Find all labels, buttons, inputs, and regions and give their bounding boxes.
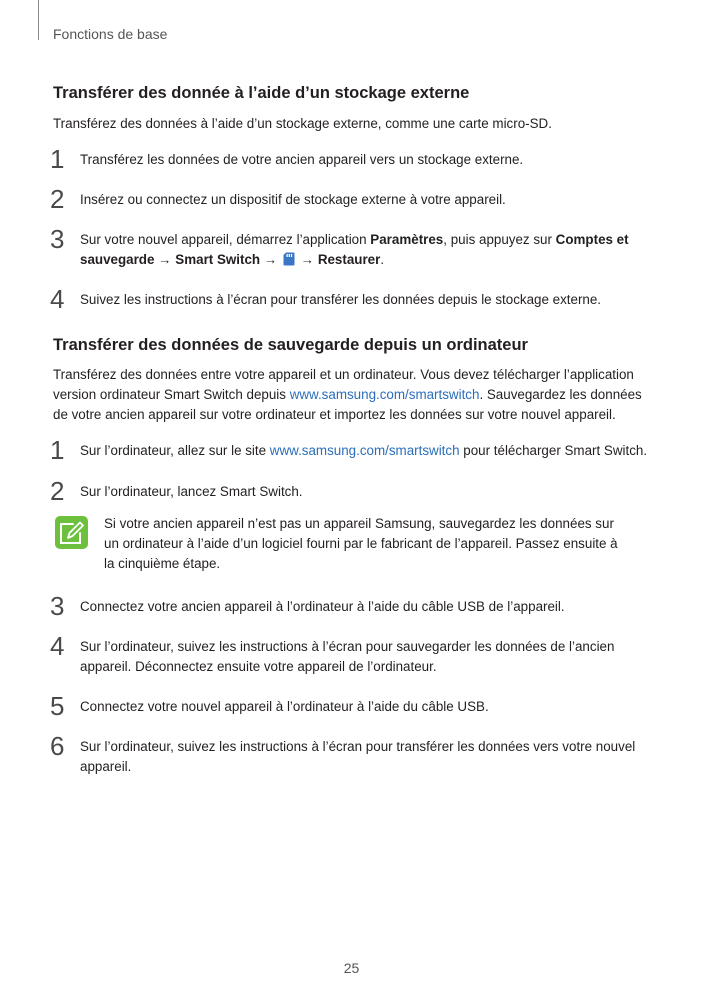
menu-path-accounts-backup: Comptes et sauvegarde: [80, 232, 629, 267]
step-number: 1: [50, 144, 65, 174]
step-number: 2: [50, 476, 65, 506]
menu-path-settings: Paramètres: [370, 232, 444, 247]
running-header: Fonctions de base: [53, 26, 168, 42]
note-icon: [55, 516, 88, 549]
step-text: Transférez les données de votre ancien appareil vers un stockage externe.: [80, 152, 524, 167]
step-number: 3: [50, 224, 65, 254]
section-heading-external-storage: Transférer des donnée à l’aide d’un stockage externe: [53, 84, 470, 102]
menu-path-restore: Restaurer: [317, 252, 381, 267]
step-number: 3: [50, 591, 65, 621]
step-number: 6: [50, 731, 65, 761]
header-rule: [38, 0, 39, 40]
step-number: 1: [50, 435, 65, 465]
step-text: Connectez votre nouvel appareil à l’ordinateur à l’aide du câble USB.: [80, 699, 489, 714]
step-text: Insérez ou connectez un dispositif de stockage externe à votre appareil.: [80, 192, 506, 207]
step-text: Sur l’ordinateur, suivez les instructions à l’écran pour sauvegarder les données de l’ancien appareil. Déconnectez ensuite votre appareil de l’ordinateur.: [80, 639, 615, 674]
menu-path-smart-switch: Smart Switch: [175, 252, 261, 267]
step-text: Sur votre nouvel appareil, démarrez l’application Paramètres, puis appuyez sur Comptes et sauvegarde → Smart Switch → → Restaurer.: [80, 232, 629, 267]
step-text: Sur l’ordinateur, suivez les instructions à l’écran pour transférer les données vers votre nouvel appareil.: [80, 739, 636, 774]
smartswitch-link[interactable]: www.samsung.com/smartswitch: [289, 387, 480, 402]
step-text: Suivez les instructions à l’écran pour transférer les données depuis le stockage externe.: [80, 292, 602, 307]
sd-card-icon: [283, 252, 295, 266]
step-text: Connectez votre ancien appareil à l’ordinateur à l’aide du câble USB de l’appareil.: [80, 599, 565, 614]
smartswitch-link[interactable]: www.samsung.com/smartswitch: [269, 443, 460, 458]
section-intro: Transférez des données à l’aide d’un stockage externe, comme une carte micro-SD.: [53, 116, 552, 131]
step-number: 4: [50, 284, 65, 314]
step-number: 2: [50, 184, 65, 214]
step-number: 4: [50, 631, 65, 661]
page-number: 25: [343, 960, 360, 976]
note-text: Si votre ancien appareil n’est pas un appareil Samsung, sauvegardez les données sur un ordinateur à l’aide d’un logiciel fourni par le fabricant de l’appareil. Passez ensuite à la cinquième étape.: [104, 516, 618, 571]
step-text: Sur l’ordinateur, allez sur le site www.samsung.com/smartswitch pour télécharger Smart Switch.: [80, 443, 648, 458]
step-number: 5: [50, 691, 65, 721]
section-heading-computer-backup: Transférer des données de sauvegarde depuis un ordinateur: [53, 336, 528, 354]
section-intro: Transférez des données entre votre appareil et un ordinateur. Vous devez télécharger l’application version ordinateur Smart Switch depuis www.samsung.com/smartswitch. Sauvegardez les données de votre ancien appareil sur votre ordinateur et importez les données sur votre nouvel appareil.: [53, 367, 642, 422]
step-text: Sur l’ordinateur, lancez Smart Switch.: [80, 484, 303, 499]
